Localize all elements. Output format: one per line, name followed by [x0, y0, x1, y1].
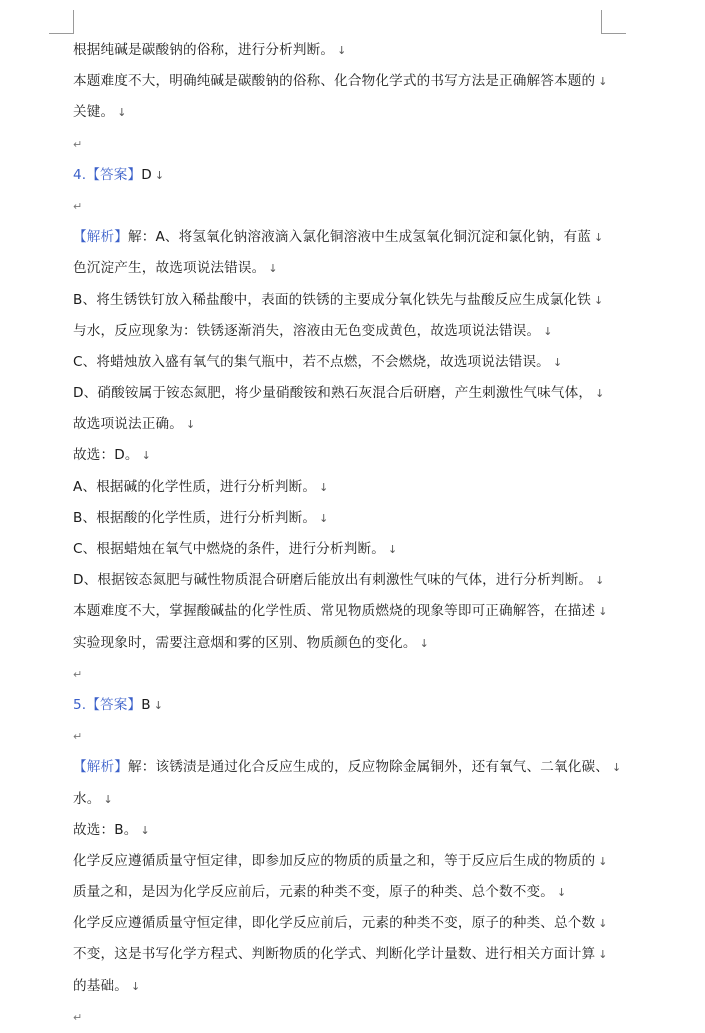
- paragraph-mark-icon: ↓: [595, 574, 605, 588]
- line-text: 关键。: [73, 104, 115, 121]
- empty-paragraph: [73, 191, 618, 222]
- text-line: [73, 503, 618, 534]
- crop-mark-top-left: [49, 33, 73, 34]
- text-line: [73, 285, 618, 316]
- line-text: 故选：D。: [73, 447, 139, 464]
- empty-paragraph-mark-icon: ↵: [73, 730, 83, 744]
- line-text: 不变，这是书写化学方程式、判断物质的化学式、判断化学计量数、进行相关方面计算: [73, 946, 596, 963]
- text-line: [73, 596, 618, 627]
- line-text: 水。: [73, 790, 101, 807]
- line-text: B: [141, 696, 151, 713]
- line-text: A、根据碱的化学性质，进行分析判断。: [73, 478, 317, 495]
- paragraph-mark-icon: ↓: [598, 854, 608, 868]
- text-line: [73, 66, 618, 97]
- line-text: 解：A、将氢氧化钠溶液滴入氯化铜溶液中生成氢氧化铜沉淀和氯化钠，有蓝: [127, 229, 591, 246]
- text-line: [73, 534, 618, 565]
- text-line: [73, 690, 618, 721]
- line-text: C、根据蜡烛在氧气中燃烧的条件，进行分析判断。: [73, 541, 386, 557]
- section-tag: 【解析】: [73, 759, 128, 776]
- text-line: [73, 253, 618, 284]
- section-tag: 【答案】: [86, 696, 142, 713]
- paragraph-mark-icon: ↓: [598, 917, 608, 931]
- paragraph-mark-icon: ↓: [595, 387, 605, 401]
- line-text: 本题难度不大，明确纯碱是碳酸钠的俗称、化合物化学式的书写方法是正确解答本题的: [73, 73, 596, 90]
- text-line: [73, 752, 622, 783]
- question-number: 5.: [73, 696, 87, 713]
- line-text: D、硝酸铵属于铵态氮肥，将少量硝酸铵和熟石灰混合后研磨，产生刺激性气味气体，: [73, 385, 593, 402]
- paragraph-mark-icon: ↓: [268, 262, 278, 276]
- text-line: [73, 222, 618, 253]
- text-line: [73, 971, 618, 1002]
- paragraph-mark-icon: ↓: [141, 449, 151, 463]
- paragraph-mark-icon: ↓: [598, 605, 608, 619]
- line-text: 故选项说法正确。: [73, 416, 183, 433]
- line-text: 的基础。: [73, 977, 128, 994]
- paragraph-mark-icon: ↓: [337, 44, 347, 57]
- paragraph-mark-icon: ↓: [419, 636, 429, 650]
- line-text: 色沉淀产生，故选项说法错误。: [73, 260, 266, 277]
- text-line: [73, 565, 618, 596]
- text-line: [73, 378, 618, 409]
- text-line: [73, 472, 618, 503]
- text-line: [73, 908, 618, 939]
- text-line: [73, 846, 618, 877]
- paragraph-mark-icon: ↓: [543, 324, 553, 338]
- text-line: [73, 784, 618, 815]
- paragraph-mark-icon: ↓: [598, 948, 608, 962]
- empty-paragraph-mark-icon: ↵: [73, 199, 83, 213]
- line-text: 根据纯碱是碳酸钠的俗称，进行分析判断。: [73, 42, 335, 58]
- paragraph-mark-icon: ↓: [598, 75, 608, 89]
- line-text: 化学反应遵循质量守恒定律，即化学反应前后，元素的种类不变，原子的种类、总个数: [73, 915, 596, 932]
- paragraph-mark-icon: ↓: [388, 543, 398, 556]
- line-text: 化学反应遵循质量守恒定律，即参加反应的物质的质量之和，等于反应后生成的物质的: [73, 852, 596, 869]
- paragraph-mark-icon: ↓: [153, 698, 164, 712]
- crop-mark-top-right: [602, 33, 626, 34]
- paragraph-mark-icon: ↓: [557, 886, 567, 900]
- text-line: [73, 939, 618, 970]
- paragraph-mark-icon: ↓: [319, 480, 329, 494]
- text-line: [73, 440, 618, 471]
- text-line: [73, 877, 618, 908]
- line-text: D、根据铵态氮肥与碱性物质混合研磨后能放出有刺激性气味的气体，进行分析判断。: [73, 572, 593, 589]
- text-line: [73, 347, 618, 378]
- paragraph-mark-icon: ↓: [154, 168, 165, 182]
- question-number: 4.: [73, 166, 87, 183]
- line-text: 与水，反应现象为：铁锈逐渐消失，溶液由无色变成黄色，故选项说法错误。: [73, 322, 541, 339]
- empty-paragraph: [73, 129, 618, 160]
- empty-paragraph: [73, 721, 618, 752]
- line-text: 本题难度不大，掌握酸碱盐的化学性质、常见物质燃烧的现象等即可正确解答，在描述: [73, 603, 596, 620]
- section-tag: 【解析】: [73, 229, 128, 246]
- paragraph-mark-icon: ↓: [612, 761, 622, 775]
- crop-mark-top-right: [601, 10, 602, 34]
- line-text: 实验现象时，需要注意烟和雾的区别、物质颜色的变化。: [73, 634, 417, 651]
- crop-mark-top-left: [73, 10, 74, 34]
- document-page: [73, 35, 622, 1033]
- line-text: D: [141, 166, 152, 183]
- paragraph-mark-icon: ↓: [319, 511, 329, 525]
- line-text: 故选：B。: [73, 821, 138, 838]
- line-text: B、将生锈铁钉放入稀盐酸中，表面的铁锈的主要成分氧化铁先与盐酸反应生成氯化铁: [73, 291, 591, 308]
- paragraph-mark-icon: ↓: [594, 293, 604, 307]
- line-text: B、根据酸的化学性质，进行分析判断。: [73, 509, 317, 526]
- empty-paragraph: [73, 1002, 618, 1033]
- empty-paragraph: [73, 659, 618, 690]
- line-text: 解：该锈渍是通过化合反应生成的，反应物除金属铜外，还有氧气、二氧化碳、: [127, 759, 610, 776]
- line-text: 质量之和，是因为化学反应前后，元素的种类不变，原子的种类、总个数不变。: [73, 884, 555, 901]
- text-line: [73, 97, 618, 128]
- paragraph-mark-icon: ↓: [117, 106, 127, 120]
- paragraph-mark-icon: ↓: [593, 231, 604, 245]
- empty-paragraph-mark-icon: ↵: [73, 137, 83, 151]
- paragraph-mark-icon: ↓: [185, 418, 196, 432]
- text-line: [73, 815, 618, 846]
- paragraph-mark-icon: ↓: [552, 355, 563, 369]
- paragraph-mark-icon: ↓: [130, 979, 141, 993]
- text-line: [73, 409, 618, 440]
- text-line: [73, 160, 618, 191]
- paragraph-mark-icon: ↓: [103, 792, 113, 806]
- empty-paragraph-mark-icon: ↵: [73, 667, 83, 681]
- paragraph-mark-icon: ↓: [140, 823, 150, 837]
- text-line: [73, 628, 618, 659]
- text-line: [73, 316, 618, 347]
- empty-paragraph-mark-icon: ↵: [73, 1010, 83, 1024]
- line-text: C、将蜡烛放入盛有氧气的集气瓶中，若不点燃，不会燃烧，故选项说法错误。: [73, 353, 550, 370]
- text-line: [73, 35, 618, 66]
- section-tag: 【答案】: [86, 166, 142, 183]
